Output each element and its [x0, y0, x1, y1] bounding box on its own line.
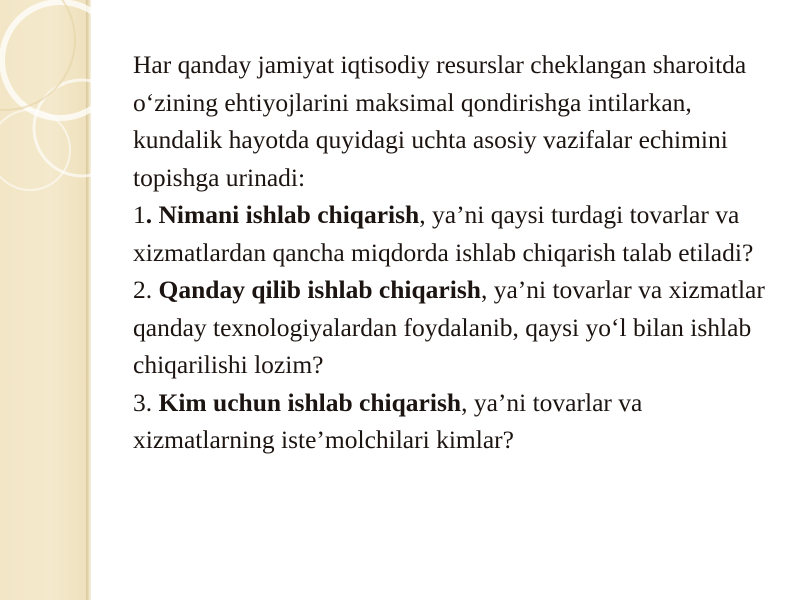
question-description: , ya’ni tovarlar va xizmatlarning iste’molchilari kimlar?	[133, 387, 643, 454]
question-description: , ya’ni qaysi turdagi tovarlar va xizmatlardan qancha miqdorda ishlab chiqarish talab etiladi?	[133, 200, 754, 267]
question-description: , ya’ni tovarlar va xizmatlar qanday texnologiyalardan foydalanib, qaysi yo‘l bilan ishlab chiqarilishi lozim?	[133, 275, 765, 379]
question-number: 1	[133, 200, 146, 229]
question-number: 2.	[133, 275, 159, 304]
side-panel-edge	[86, 0, 91, 600]
intro-paragraph: Har qanday jamiyat iqtisodiy resurslar cheklangan sharoitda o‘zining ehtiyojlarini maksimal qondirishga intilarkan, kundalik hayotda quyidagi uchta asosiy vazifalar echimini topishga urinadi:	[133, 50, 747, 192]
slide-body-text	[133, 46, 773, 459]
question-title: Qanday qilib ishlab chiqarish	[158, 275, 481, 304]
question-number: 3.	[133, 387, 159, 417]
question-item-1	[133, 196, 773, 271]
question-title: . Nimani ishlab chiqarish	[145, 200, 420, 229]
question-item-2	[133, 271, 773, 384]
question-item-3	[133, 384, 773, 459]
question-title: Kim uchun ishlab chiqarish	[158, 387, 462, 417]
decorative-side-panel	[0, 0, 86, 600]
